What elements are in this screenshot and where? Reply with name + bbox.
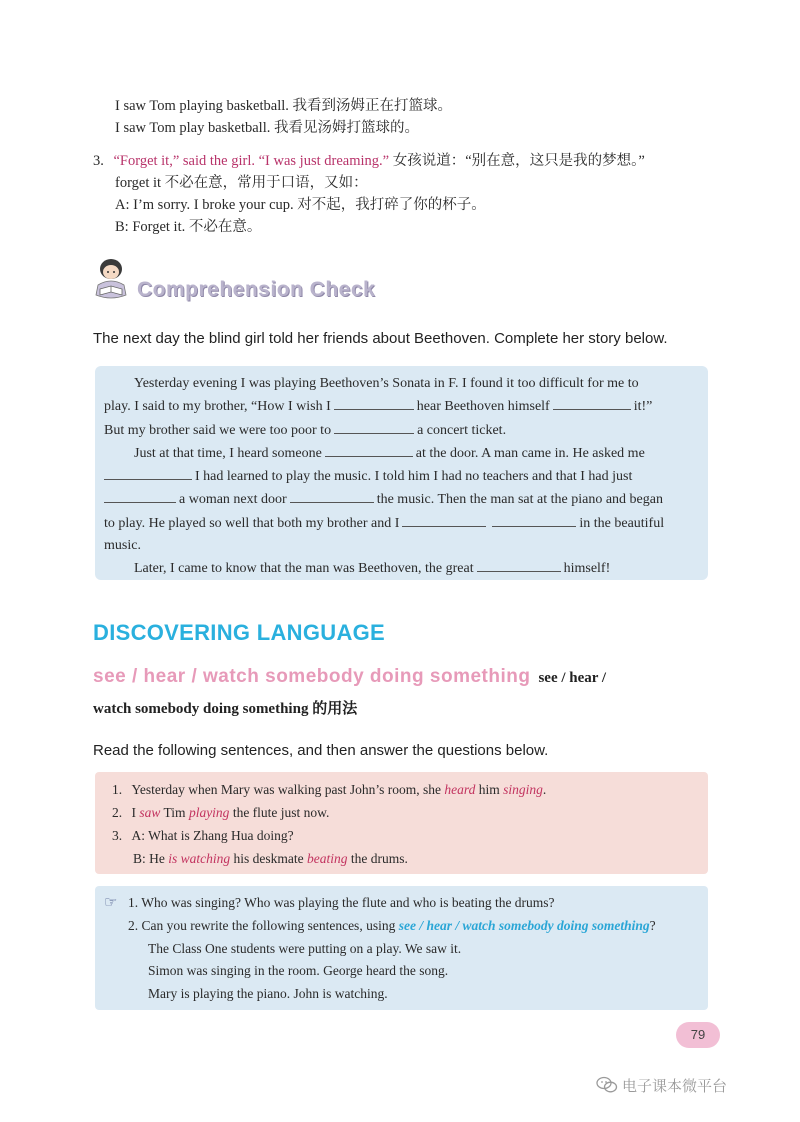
highlight-verb: beating xyxy=(307,851,348,866)
story-text xyxy=(104,373,664,581)
note-3-line-3: A: I’m sorry. I broke your cup. 对不起，我打碎了你的杯子。 xyxy=(115,197,486,213)
sentence-text: the flute just now. xyxy=(232,805,330,820)
discovering-instruction: Read the following sentences, and then answer the questions below. xyxy=(93,742,549,759)
sentence-text: his deskmate xyxy=(233,851,304,866)
story-line xyxy=(104,395,664,418)
story-text-segment: in the beautiful xyxy=(579,515,665,531)
story-text-segment: Later, I came to know that the man was Beethoven, the great xyxy=(134,561,474,577)
page-number: 79 xyxy=(676,1022,720,1048)
comprehension-instruction: The next day the blind girl told her friends about Beethoven. Complete her story below. xyxy=(93,330,668,347)
story-line xyxy=(104,465,664,488)
highlight-verb: singing xyxy=(503,782,543,797)
highlight-pattern: see / hear / watch somebody doing something xyxy=(398,918,650,933)
discovering-subtitle xyxy=(93,666,606,688)
answer-blank[interactable] xyxy=(402,512,486,527)
question-text: 2. Can you rewrite the following sentences, using xyxy=(128,918,396,933)
item-number: 1. xyxy=(112,782,123,797)
highlight-verb: playing xyxy=(188,805,230,820)
watermark-text: 电子课本微平台 xyxy=(622,1077,728,1095)
story-text-segment: Yesterday evening I was playing Beethoven’s Sonata in F. I found it too difficult for me to xyxy=(134,376,639,391)
note-3-line-1 xyxy=(93,150,645,172)
item-number: 3. xyxy=(112,828,123,843)
example-sentence-3a xyxy=(112,825,294,847)
story-text-segment: to play. He played so well that both my brother and I xyxy=(104,515,400,531)
example-line-1: I saw Tom playing basketball. 我看到汤姆正在打篮球。 xyxy=(115,98,453,114)
sentence-text: . xyxy=(542,782,547,797)
wechat-icon xyxy=(596,1076,618,1094)
subtitle-pattern: see / hear / watch somebody doing something xyxy=(93,666,531,687)
note-number: 3. xyxy=(93,153,104,169)
rewrite-sentence-2: Simon was singing in the room. George heard the song. xyxy=(148,963,449,978)
example-sentence-2 xyxy=(112,802,329,824)
reading-child-icon xyxy=(90,255,132,303)
watermark xyxy=(596,1075,727,1096)
note-3-line-2: forget it 不必在意，常用于口语，又如： xyxy=(115,175,368,191)
highlight-verb: heard xyxy=(444,782,476,797)
rewrite-sentence-1: The Class One students were putting on a play. We saw it. xyxy=(148,941,462,956)
answer-blank[interactable] xyxy=(492,512,576,527)
answer-blank[interactable] xyxy=(477,557,561,572)
sentence-text: B: He xyxy=(133,851,165,866)
item-number: 2. xyxy=(112,805,123,820)
highlight-verb: saw xyxy=(139,805,161,820)
answer-blank[interactable] xyxy=(290,488,374,503)
note-quote: “Forget it,” said the girl. “I was just dreaming.” xyxy=(113,153,390,169)
question-text: ? xyxy=(649,918,656,933)
sentence-text: I xyxy=(131,805,136,820)
story-text-segment: But my brother said we were too poor to xyxy=(104,422,332,438)
example-line-2: I saw Tom play basketball. 我看见汤姆打篮球的。 xyxy=(115,120,419,136)
example-sentence-1 xyxy=(112,779,546,801)
note-quote-translation: 女孩说道：“别在意，这只是我的梦想。” xyxy=(392,153,645,169)
subtitle-tail: see / hear / xyxy=(538,670,607,686)
story-text-segment: it!” xyxy=(633,399,653,415)
story-text-segment: music. xyxy=(104,538,141,554)
sentence-text: the drums. xyxy=(350,851,408,866)
answer-blank[interactable] xyxy=(334,419,414,434)
answer-blank[interactable] xyxy=(334,395,414,410)
story-text-segment: hear Beethoven himself xyxy=(416,399,550,415)
story-line xyxy=(104,535,664,557)
rewrite-sentence-3: Mary is playing the piano. John is watching. xyxy=(148,986,388,1001)
discovering-language-title: DISCOVERING LANGUAGE xyxy=(93,620,386,645)
answer-blank[interactable] xyxy=(104,465,192,480)
story-line xyxy=(104,442,664,465)
story-text-segment: at the door. A man came in. He asked me xyxy=(415,445,645,461)
sentence-text: Tim xyxy=(163,805,186,820)
note-3-line-4: B: Forget it. 不必在意。 xyxy=(115,219,262,235)
comprehension-check-title: Comprehension Check xyxy=(137,278,376,301)
example-sentence-3b xyxy=(133,848,408,870)
sentence-text: Yesterday when Mary was walking past John’s room, she xyxy=(131,782,441,797)
story-text-segment: Just at that time, I heard someone xyxy=(134,445,322,461)
answer-blank[interactable] xyxy=(553,395,631,410)
story-text-segment: himself! xyxy=(563,561,611,577)
story-line xyxy=(104,488,664,511)
story-text-segment: a concert ticket. xyxy=(417,422,507,438)
story-line xyxy=(104,512,664,535)
story-line xyxy=(104,373,664,395)
pointing-hand-icon: ☞ xyxy=(104,895,118,911)
story-line xyxy=(104,419,664,442)
question-2 xyxy=(128,915,656,937)
sentence-text: him xyxy=(478,782,500,797)
story-line xyxy=(104,557,664,580)
story-text-segment: the music. Then the man sat at the piano and began xyxy=(376,492,663,508)
story-text-segment: play. I said to my brother, “How I wish I xyxy=(104,399,331,415)
discovering-subtitle-line-2: watch somebody doing something 的用法 xyxy=(93,701,358,717)
answer-blank[interactable] xyxy=(104,488,176,503)
highlight-verb: is watching xyxy=(168,851,231,866)
sentence-text: A: What is Zhang Hua doing? xyxy=(131,828,294,843)
story-text-segment: a woman next door xyxy=(179,492,287,508)
story-text-segment: I had learned to play the music. I told him I had no teachers and that I had just xyxy=(195,469,633,485)
question-1: 1. Who was singing? Who was playing the flute and who is beating the drums? xyxy=(128,895,555,910)
answer-blank[interactable] xyxy=(325,442,413,457)
